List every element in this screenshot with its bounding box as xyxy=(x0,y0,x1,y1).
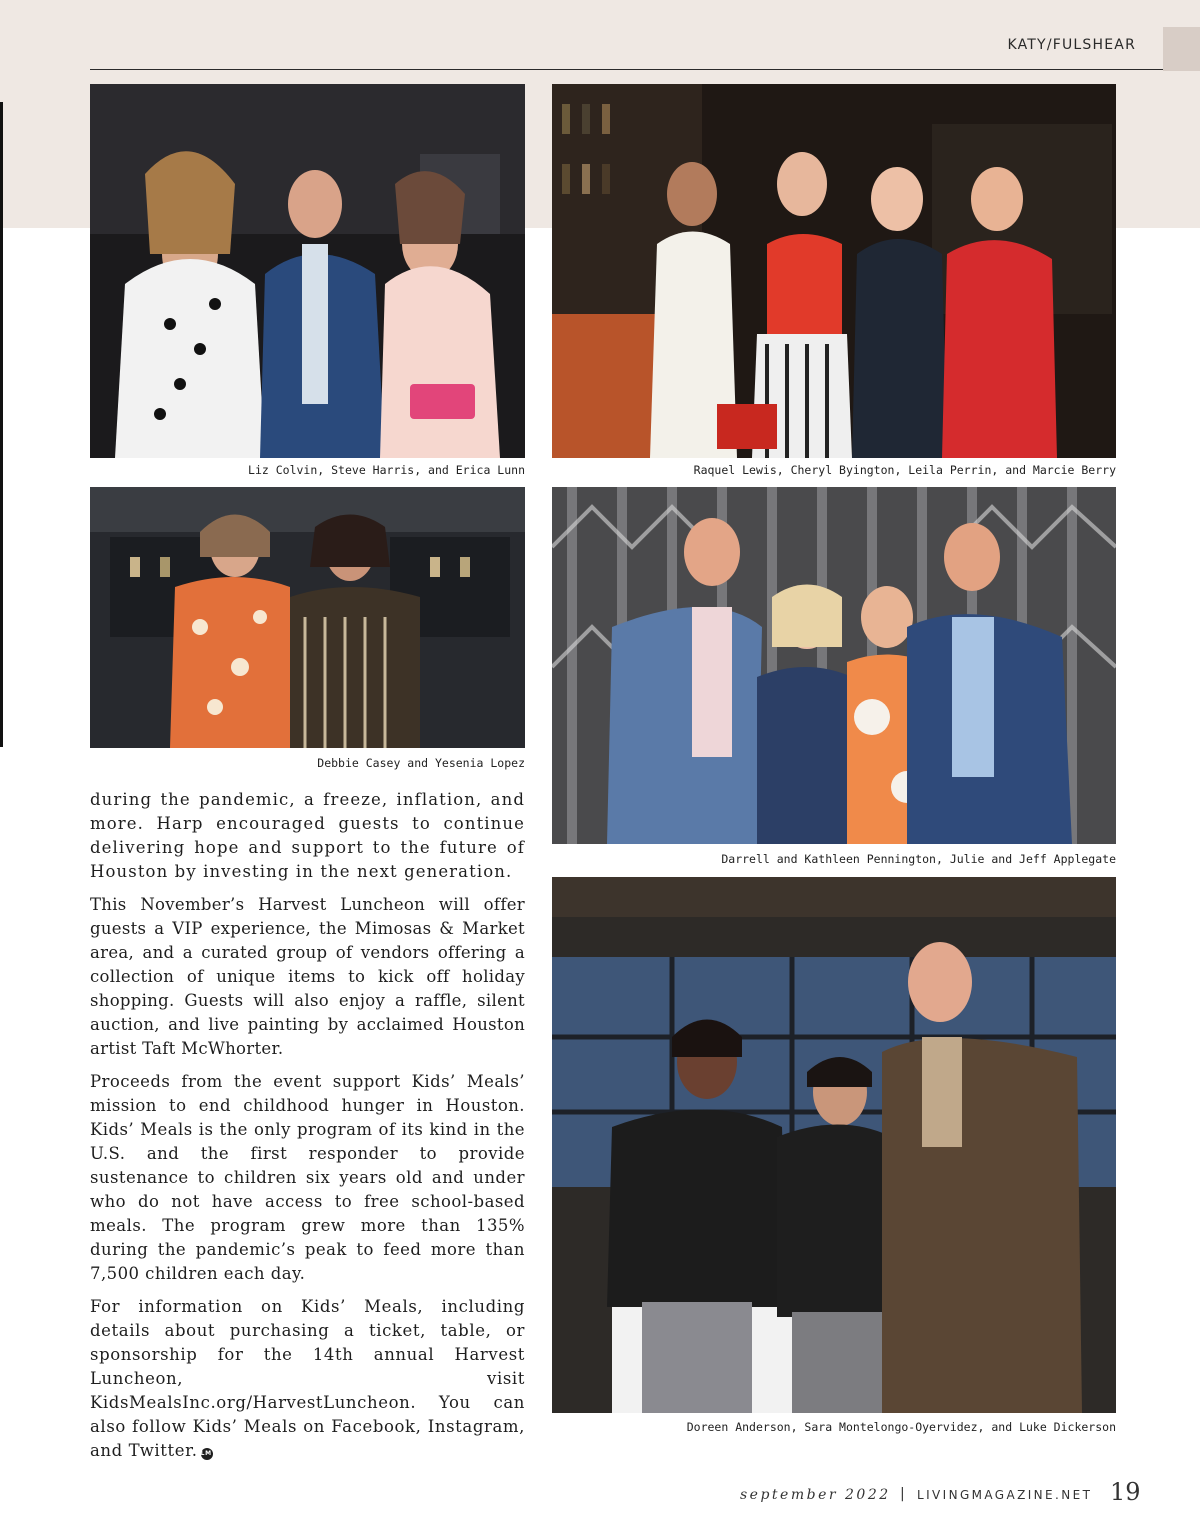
photo-group-2 xyxy=(552,84,1116,458)
photo-caption: Debbie Casey and Yesenia Lopez xyxy=(317,756,525,770)
photo-caption: Doreen Anderson, Sara Montelongo-Oyervidez, and Luke Dickerson xyxy=(686,1420,1116,1434)
article-paragraph: during the pandemic, a freeze, inflation, and more. Harp encouraged guests to continue delivering hope and support to the future of Houston by investing in the next generation. xyxy=(90,790,525,881)
article-paragraph: Proceeds from the event support Kids’ Meals’ mission to end childhood hunger in Houston. Kids’ Meals is the only program of its kind in the U.S. and the first responder to provide sustenance to children six years old and under who do not have access to free school-based meals. The program grew more than 135% during the pandemic’s peak to feed more than 7,500 children each day. xyxy=(90,1072,525,1283)
photo-image xyxy=(90,84,525,458)
photo-group-1 xyxy=(90,84,525,458)
photo-image xyxy=(552,487,1116,844)
end-mark-icon: LM xyxy=(201,1448,213,1460)
header-rule xyxy=(90,69,1163,70)
footer-separator: | xyxy=(900,1486,905,1502)
photo-caption: Darrell and Kathleen Pennington, Julie and Jeff Applegate xyxy=(721,852,1116,866)
photo-image xyxy=(552,877,1116,1413)
photo-group-3 xyxy=(90,487,525,748)
article-paragraph: This November’s Harvest Luncheon will offer guests a VIP experience, the Mimosas & Market area, and a curated group of vendors offering a collection of unique items to kick off holiday shopping. Guests will also enjoy a raffle, silent auction, and live painting by acclaimed Houston artist Taft McWhorter. xyxy=(90,895,525,1058)
footer-date: september 2022 xyxy=(740,1487,891,1503)
article-paragraph-text: For information on Kids’ Meals, including details about purchasing a ticket, table, or sponsorship for the 14th annual Harvest Luncheon, visit KidsMealsInc.org/HarvestLuncheon. You can also follow Kids’ Meals on Facebook, Instagram, and Twitter. xyxy=(90,1297,525,1460)
photo-group-4 xyxy=(552,487,1116,844)
page-number: 19 xyxy=(1110,1478,1141,1506)
photo-caption: Raquel Lewis, Cheryl Byington, Leila Perrin, and Marcie Berry xyxy=(693,463,1116,477)
corner-tab xyxy=(1163,27,1200,71)
footer-site: LIVINGMAGAZINE.NET xyxy=(917,1488,1093,1502)
page-edge-bar xyxy=(0,102,3,747)
photo-image xyxy=(90,487,525,748)
photo-group-5 xyxy=(552,877,1116,1413)
article-paragraph-last xyxy=(90,1295,525,1463)
photo-caption: Liz Colvin, Steve Harris, and Erica Lunn xyxy=(248,463,525,477)
section-label: KATY/FULSHEAR xyxy=(1007,37,1136,53)
photo-image xyxy=(552,84,1116,458)
article-body xyxy=(90,788,525,1472)
